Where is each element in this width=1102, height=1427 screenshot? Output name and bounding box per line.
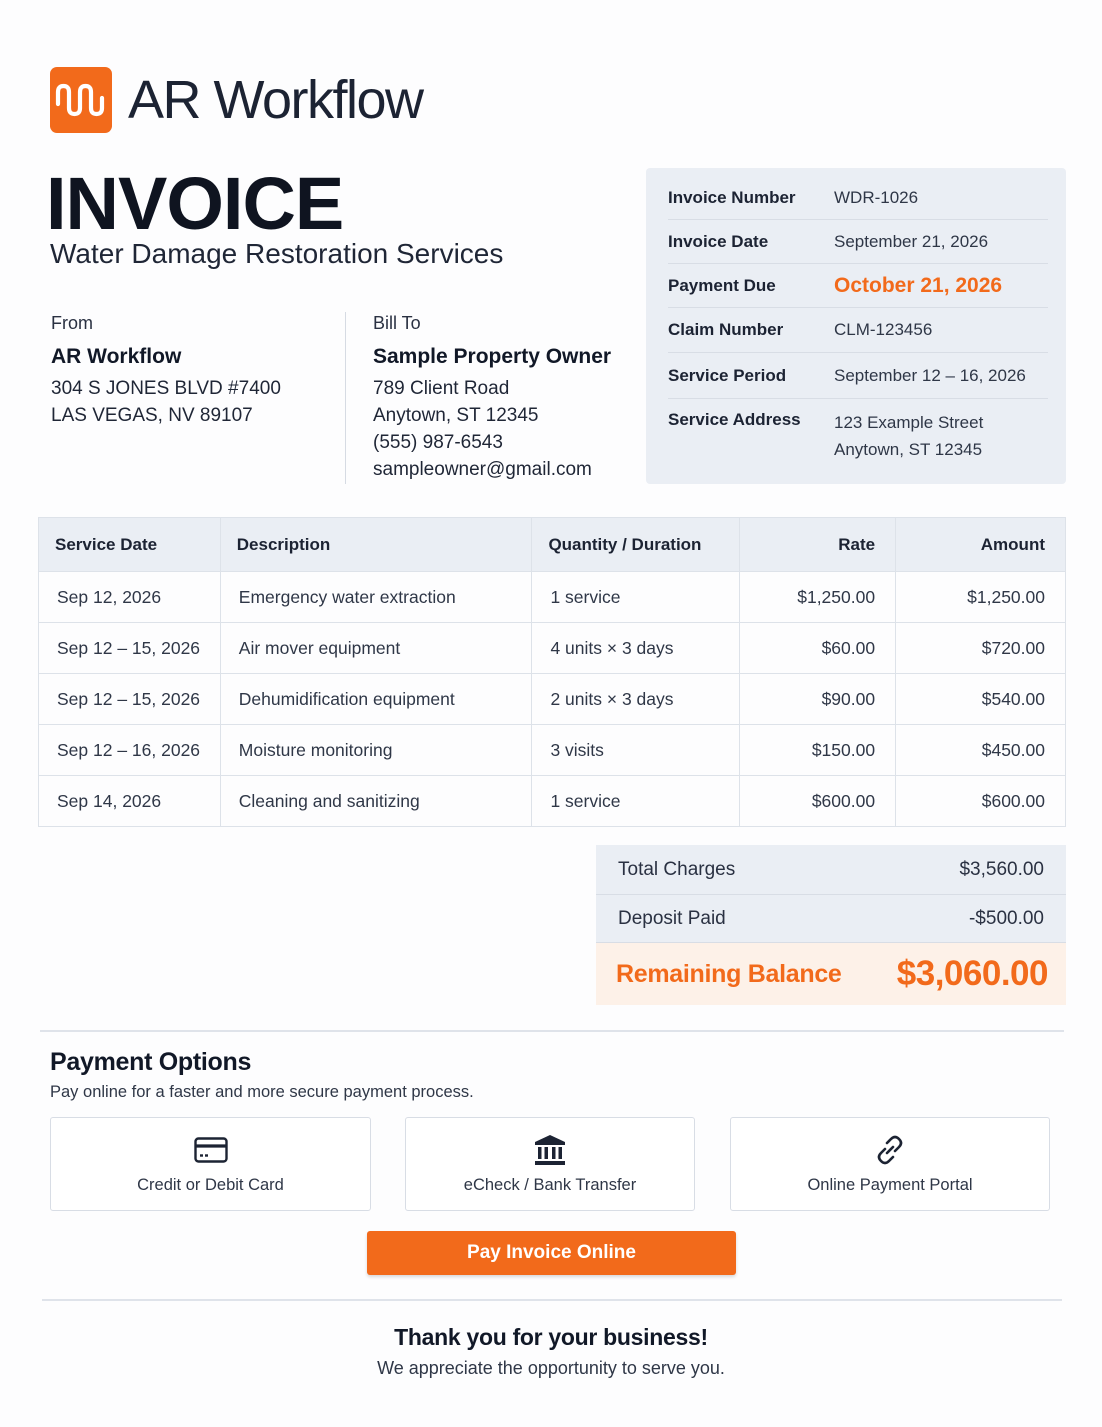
remaining-balance-value: $3,060.00 — [896, 954, 1048, 993]
payment-option-label: Online Payment Portal — [807, 1176, 973, 1194]
cell-description: Dehumidification equipment — [220, 674, 532, 725]
cell-amount: $720.00 — [896, 623, 1066, 674]
thank-you-subtitle: We appreciate the opportunity to serve you. — [377, 1358, 725, 1378]
service-period: September 12 – 16, 2026 — [834, 365, 1026, 385]
payment-due-date: October 21, 2026 — [834, 273, 1003, 297]
meta-row-payment-due — [668, 264, 1048, 308]
line-items-table — [38, 517, 1066, 827]
meta-key: Claim Number — [668, 320, 784, 339]
cell-rate: $60.00 — [740, 623, 896, 674]
meta-key: Payment Due — [668, 275, 776, 295]
col-header-amount: Amount — [896, 518, 1066, 572]
meta-row-service-address — [668, 399, 1048, 473]
bill-to-section — [373, 310, 611, 483]
from-section — [51, 310, 281, 429]
cell-description: Cleaning and sanitizing — [220, 776, 532, 827]
meta-row-invoice-number — [668, 176, 1048, 220]
cell-service-date: Sep 12 – 16, 2026 — [39, 725, 221, 776]
cell-quantity: 4 units × 3 days — [532, 623, 740, 674]
credit-card-icon — [194, 1133, 228, 1167]
cell-amount: $540.00 — [896, 674, 1066, 725]
cell-rate: $600.00 — [740, 776, 896, 827]
cell-service-date: Sep 12 – 15, 2026 — [39, 623, 221, 674]
link-icon — [873, 1133, 907, 1167]
remaining-balance-row — [596, 943, 1066, 1005]
cell-service-date: Sep 14, 2026 — [39, 776, 221, 827]
deposit-row — [596, 895, 1066, 943]
bill-to-address-line1: 789 Client Road — [373, 378, 510, 399]
meta-key: Service Address — [668, 410, 801, 429]
service-address-line2: Anytown, ST 12345 — [834, 440, 983, 459]
footer-divider — [42, 1299, 1062, 1301]
cell-description: Moisture monitoring — [220, 725, 532, 776]
table-row — [39, 674, 1066, 725]
table-header-row — [39, 518, 1066, 572]
bill-to-name: Sample Property Owner — [373, 345, 612, 368]
cell-service-date: Sep 12, 2026 — [39, 572, 221, 623]
cell-amount: $450.00 — [896, 725, 1066, 776]
payment-option-label: eCheck / Bank Transfer — [463, 1176, 637, 1194]
remaining-balance-label: Remaining Balance — [616, 959, 842, 988]
meta-row-invoice-date — [668, 220, 1048, 264]
totals-panel — [596, 845, 1066, 1005]
cell-description: Air mover equipment — [220, 623, 532, 674]
cell-description: Emergency water extraction — [220, 572, 532, 623]
cell-quantity: 1 service — [532, 776, 740, 827]
pay-invoice-online-button[interactable]: Pay Invoice Online — [367, 1231, 736, 1275]
from-address-line2: LAS VEGAS, NV 89107 — [51, 405, 253, 426]
invoice-date: September 21, 2026 — [834, 231, 989, 251]
cell-service-date: Sep 12 – 15, 2026 — [39, 674, 221, 725]
meta-row-claim-number — [668, 308, 1048, 353]
col-header-rate: Rate — [740, 518, 896, 572]
cell-rate: $90.00 — [740, 674, 896, 725]
total-charges-value: $3,560.00 — [959, 858, 1044, 880]
brand-logo-icon — [50, 67, 112, 133]
col-header-service-date: Service Date — [39, 518, 221, 572]
from-address-line1: 304 S JONES BLVD #7400 — [51, 378, 281, 399]
payment-options-title: Payment Options — [50, 1048, 252, 1076]
payment-option-card[interactable] — [730, 1117, 1050, 1211]
cell-amount: $600.00 — [896, 776, 1066, 827]
cell-quantity: 2 units × 3 days — [532, 674, 740, 725]
claim-number: CLM-123456 — [834, 320, 933, 339]
bill-to-address-line2: Anytown, ST 12345 — [373, 405, 539, 426]
invoice-title: INVOICE — [46, 162, 344, 245]
payment-option-card[interactable] — [405, 1117, 695, 1211]
from-label: From — [51, 313, 93, 333]
payment-option-label: Credit or Debit Card — [137, 1176, 284, 1194]
invoice-meta-panel — [646, 168, 1066, 484]
meta-key: Service Period — [668, 365, 787, 385]
table-row — [39, 725, 1066, 776]
cell-rate: $1,250.00 — [740, 572, 896, 623]
total-charges-row — [596, 845, 1066, 895]
bill-to-email: sampleowner@gmail.com — [373, 459, 592, 480]
deposit-label: Deposit Paid — [618, 907, 726, 929]
section-divider — [40, 1030, 1064, 1032]
party-divider — [345, 312, 346, 484]
from-name: AR Workflow — [51, 345, 182, 368]
bill-to-phone: (555) 987-6543 — [373, 432, 503, 453]
table-row — [39, 776, 1066, 827]
meta-key: Invoice Number — [668, 187, 796, 207]
service-address-line1: 123 Example Street — [834, 413, 984, 432]
service-address — [834, 409, 983, 463]
table-row — [39, 572, 1066, 623]
meta-key: Invoice Date — [668, 231, 769, 251]
meta-row-service-period — [668, 353, 1048, 399]
cell-rate: $150.00 — [740, 725, 896, 776]
cell-amount: $1,250.00 — [896, 572, 1066, 623]
cell-quantity: 3 visits — [532, 725, 740, 776]
brand-name: AR Workflow — [128, 70, 423, 130]
bill-to-label: Bill To — [373, 313, 421, 333]
cell-quantity: 1 service — [532, 572, 740, 623]
invoice-subtitle: Water Damage Restoration Services — [50, 238, 504, 269]
total-charges-label: Total Charges — [618, 858, 736, 880]
deposit-value: -$500.00 — [968, 907, 1044, 929]
payment-option-card[interactable] — [50, 1117, 371, 1211]
col-header-description: Description — [220, 518, 532, 572]
col-header-quantity: Quantity / Duration — [532, 518, 740, 572]
table-row — [39, 623, 1066, 674]
payment-options-subtitle: Pay online for a faster and more secure payment process. — [50, 1083, 474, 1101]
thank-you-title: Thank you for your business! — [394, 1324, 708, 1350]
invoice-number: WDR-1026 — [834, 187, 919, 207]
bank-icon — [533, 1133, 567, 1167]
